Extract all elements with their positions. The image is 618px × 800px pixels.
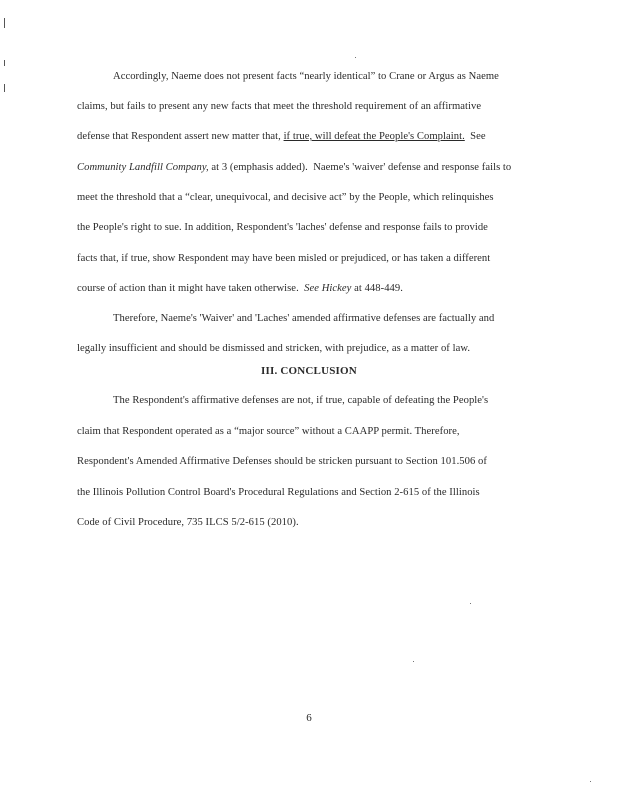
paragraph-2-line-1: Therefore, Naeme's 'Waiver' and 'Laches' amended affirmative defenses are factually and: [113, 313, 495, 324]
case-citation: Community Landfill Company,: [77, 162, 209, 173]
paragraph-1-line-1: Accordingly, Naeme does not present facts “nearly identical” to Crane or Argus as Naeme: [113, 71, 499, 82]
scan-edge-mark: [4, 18, 5, 28]
paragraph-3-line-5: Code of Civil Procedure, 735 ILCS 5/2-615 (2010).: [77, 517, 299, 528]
scan-speck: [355, 57, 356, 58]
text-span: at 448-449.: [351, 283, 403, 294]
underlined-text: if true, will defeat the People's Complaint.: [283, 131, 465, 142]
paragraph-2-line-2: legally insufficient and should be dismissed and stricken, with prejudice, as a matter of law.: [77, 343, 471, 354]
text-span: at 3 (emphasis added). Naeme's 'waiver' defense and response fails to: [208, 162, 512, 173]
scan-speck: [413, 661, 414, 662]
case-citation: See Hickey: [304, 283, 352, 294]
paragraph-3-line-4: the Illinois Pollution Control Board's Procedural Regulations and Section 2-615 of the Illinois: [77, 487, 480, 498]
scan-edge-mark: [4, 60, 5, 66]
paragraph-1-line-7: facts that, if true, show Respondent may have been misled or prejudiced, or has taken a different: [77, 253, 491, 264]
text-span: See: [464, 131, 486, 142]
paragraph-1-line-6: the People's right to sue. In addition, Respondent's 'laches' defense and response fails to provide: [77, 222, 488, 233]
section-heading: III. CONCLUSION: [261, 365, 357, 377]
paragraph-1-line-4: [77, 162, 511, 173]
scan-edge-mark: [4, 84, 5, 92]
text-span: course of action than it might have taken otherwise.: [77, 283, 305, 294]
paragraph-1-line-5: meet the threshold that a “clear, unequivocal, and decisive act” by the People, which relinquishes: [77, 192, 494, 203]
scan-speck: [590, 781, 591, 782]
paragraph-3-line-1: The Respondent's affirmative defenses are not, if true, capable of defeating the People's: [113, 395, 489, 406]
paragraph-3-line-3: Respondent's Amended Affirmative Defenses should be stricken pursuant to Section 101.506 of: [77, 456, 487, 467]
paragraph-1-line-2: claims, but fails to present any new facts that meet the threshold requirement of an affirmative: [77, 101, 482, 112]
paragraph-3-line-2: claim that Respondent operated as a “major source” without a CAAPP permit. Therefore,: [77, 426, 460, 437]
page-number: 6: [306, 712, 312, 724]
paragraph-1-line-3: [77, 131, 486, 142]
paragraph-1-line-8: [77, 283, 403, 294]
scan-speck: [470, 603, 471, 604]
text-span: defense that Respondent assert new matter that,: [77, 131, 284, 142]
